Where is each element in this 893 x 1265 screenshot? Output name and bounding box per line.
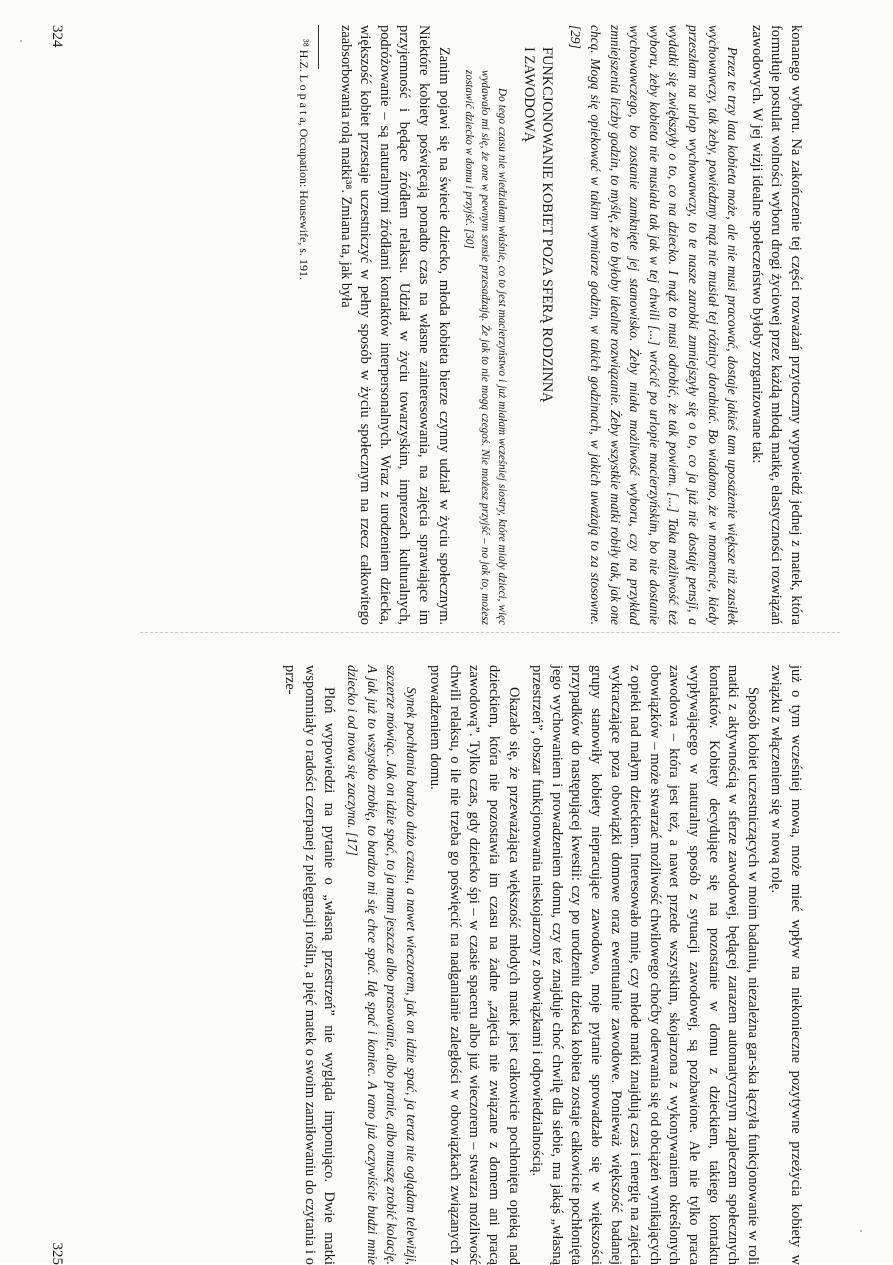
page-number: 325 <box>48 1243 65 1265</box>
right-page <box>45 665 805 1265</box>
body-paragraph: Zanim pojawi się na świecie dziecko, młoda kobieta bierze czynny udział w życiu społecznym. Niektóre kobiety poświęcają ponadto czas na własne zainteresowania, na zajęcia sprawiające im przyjemność i będące źródłem relaksu. Udział w życiu towarzyskim, imprezach kulturalnych, podróżowanie – są naturalnymi źródłami kontaktów interpersonalnych. Wraz z urodzeniem dziecka, większość kobiet przestaje uczestniczyć w pełny sposób w życiu społecznym na rzecz całkowitego zaabsorbowania rolą matki³⁸. Zmiana ta, jak była <box>335 25 453 625</box>
intro-paragraph: konanego wyboru. Na zakończenie tej części rozważań przytoczmy wypowiedź jednej z matek, która formułuje postulat wolności wyboru drogi życiowej przez każdą młodą matkę, elastyczności rozwiązań zawodowych. W jej wizji idealne społeczeństwo byłoby zorganizowane tak: <box>746 25 805 625</box>
scan-speck <box>860 1230 862 1232</box>
page-fold-line <box>140 632 840 633</box>
scan-speck <box>20 40 22 42</box>
section-heading-line-2: I ZAWODOWĄ <box>520 47 538 625</box>
body-paragraph: Ploń wypowiedzi na pytanie o „własną przestrzeń” nie wygląda imponująco. Dwie matki wspomniały o radości czerpanej z pielęgnacji roślin, a pięć matek o swoim zamiłowaniu do czytania i o prze- <box>280 665 339 1265</box>
body-paragraph: już o tym wcześniej mowa, może mieć wpływ na niekonieczne pozytywne przeżycia kobiety w związku z włączeniem się w nową rolę. <box>766 665 805 1265</box>
section-heading-line-1: FUNKCJONOWANIE KOBIET POZA SFERĄ RODZINNĄ <box>538 47 556 625</box>
left-page <box>45 25 805 625</box>
body-paragraph: Okazało się, że przeważająca większość młodych matek jest całkowicie pochłonięta opieką nad dzieckiem, która nie pozostawia im czasu na żadne „zajęcia nie związane z domem ani pracą zawodową”. Tylko czas, gdy dziecko śpi – w czasie spaceru albo już wieczorem – stwarza możliwość chwili relaksu, o ile nie trzeba go poświęcić na nadganianie zaległości w obowiązkach związanych z prowadzeniem domu. <box>425 665 523 1265</box>
page-number: 324 <box>48 25 65 48</box>
epigraph-quote: Do tego czasu nie wiedziałam właśnie, co to jest macierzyństwo i już miałam wcześniej siostry, które miały dzieci, więc wydawało mi się, że one w pewnym sensie przesadzają. Że jak to nie mogą czegoś. Nie możesz przyjść – no jak to, możesz zostawić dziecko w domu i przyjść. [30] <box>461 70 510 625</box>
footnote-rule <box>318 25 319 69</box>
section-heading <box>520 47 556 625</box>
footnote: ³⁸ H.Z. L o p a t a, Occupation: Housewife, s. 191. <box>296 25 312 625</box>
interview-quote: Przez te trzy lata kobieta może, ale nie musi pracować, dostaje jakieś tam uposażenie większe niż zasiłek wychowawczy, tak żeby, powiedzmy mąż nie musiał tej różnicy dorabiać. Bo wiadomo, że w momencie, kiedy przeszłam na urlop wychowawczy, to te nasze zarobki zmniejszyły się o to, co ja już nie dostaję pensji, a wydatki się zwiększyły o to, co na dziecko. I mąż to musi odrobić, że tak powiem. [...] Taka możliwość też wyboru, żeby kobieta nie musiała tak jak w tej chwili [...] wrócić po urlopie macierzyńskim, bo nie dostanie wychowawczego, bo zostanie zamknięte jej stanowisko. Żeby miała możliwość wyboru, czy na przykład zmniejszenia liczby godzin, to myślę, że to byłoby idealne rozwiązanie. Żeby wszystkie matki robiły tak, jak one chcą. Mogą się opiekować w takim wymiarze godzin, w takich godzinach, w jakich uważają to za stosowne. [29] <box>566 25 742 625</box>
body-paragraph: Sposób kobiet uczestniczących w moim badaniu, niezależna gar-ska łączyła funkcjonowanie w roli matki z aktywnością w sferze zawodowej, będącej zarazem automatycznym zapleczem społecznych kontaktów. Kobiety decydujące się na pozostanie w domu z dzieckiem, takiego kontaktu wypływającego w naturalny sposób z sytuacji zawodowej, są pozbawione. Ale nie tylko praca zawodowa – która jest też, a nawet przede wszystkim, skojarzona z wykonywaniem określonych obowiązków – może stwarzać możliwość chwilowego choćby oderwania się od obciążeń wynikających z opieki nad małym dzieckiem. Interesowało mnie, czy młode matki znajdują czas i energię na zajęcia wykraczające poza obowiązki domowe oraz ewentualnie zawodowe. Ponieważ większość badanej grupy stanowiły kobiety niepracujące zawodowo, moje pytanie sprowadzało się w większości przypadków do następującej kwestii: czy po urodzeniu dziecka kobieta zostaje całkowicie pochłonięta jego wychowaniem i prowadzeniem domu, czy też znajduje choć chwilę dla siebie, ma jakąś „własną przestrzeń”, obszar funkcjonowania nieskojarzony z obowiązkami i odpowiedzialnością. <box>527 665 762 1265</box>
interview-quote: Synek pochłania bardzo dużo czasu, a nawet wieczorem, jak on idzie spać, ja teraz nie oglądam telewizji, szczerze mówiąc. Jak on idzie spać, to ja mam jeszcze albo prasowanie, albo pranie, albo muszę zrobić kolację. A jak już to wszystko zrobię, to bardzo mi się chce spać. Idę spać i koniec. A rano już oczywiście budzi mnie dziecko i od nowa się zaczyna. [17] <box>342 665 420 1265</box>
